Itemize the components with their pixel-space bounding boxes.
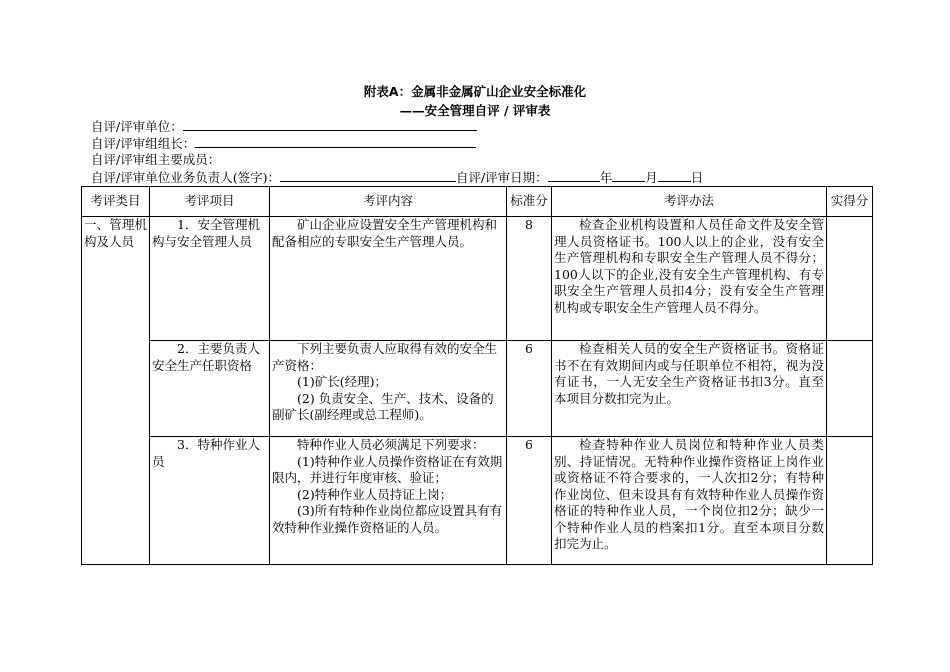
header-item: 考评项目 [150,187,270,217]
content-line: (1)矿长(经理)； [297,374,387,389]
actual-score-cell[interactable] [827,341,873,437]
field-responsible-label: 自评/评审单位业务负责人(签字)： [91,170,280,185]
content-line: (3)所有特种作业岗位都应设置具有有效特种作业操作资格证的人员。 [272,503,503,535]
header-category: 考评类目 [82,187,150,217]
field-year-label: 年 [599,170,613,185]
actual-score-cell[interactable] [827,437,873,565]
actual-score-cell[interactable] [827,217,873,341]
content-cell [270,437,507,565]
content-line: 矿山企业应设置安全生产管理机构和配备相应的专职安全生产管理人员。 [272,217,498,249]
field-day-blank[interactable] [658,169,691,182]
method-cell: 检查企业机构设置和人员任命文件及安全管理人员资格证书。100人以上的企业，没有安全生产管理机构和专职安全生产管理人员不得分；100人以下的企业,没有安全生产管理机构、有专职安全生产管理人员扣4分；没有安全生产管理机构或专职安全生产管理人员不得分。 [552,217,827,341]
field-leader [91,135,476,152]
field-unit [91,118,477,135]
field-leader-blank[interactable] [195,135,476,148]
field-date-label: 自评/评审日期： [455,170,548,185]
evaluation-table [81,186,873,565]
score-cell: 8 [507,217,552,341]
content-cell [270,217,507,341]
field-members [91,152,220,168]
header-content: 考评内容 [270,187,507,217]
table-row [82,341,873,437]
field-year-blank[interactable] [548,169,600,182]
content-line: 下列主要负责人应取得有效的安全生产资格： [272,341,498,373]
header-method: 考评办法 [552,187,827,217]
field-unit-blank[interactable] [183,118,477,131]
field-month-label: 月 [645,170,658,185]
header-actual-score: 实得分 [827,187,873,217]
field-day-label: 日 [690,170,704,185]
content-line: 特种作业人员必须满足下列要求： [297,437,485,452]
content-line: (2)特种作业人员持证上岗； [297,486,453,502]
field-unit-label: 自评/评审单位： [91,119,183,134]
score-cell: 6 [507,341,552,437]
item-cell: 2．主要负责人安全生产任职资格 [150,341,270,437]
method-cell: 检查相关人员的安全生产资格证书。资格证书不在有效期间内或与任职单位不相符，视为没有证书，一人无安全生产资格证书扣3分。直至本项目分数扣完为止。 [552,341,827,437]
content-line: (1)特种作业人员操作资格证在有效期限内，并进行年度审核、验证； [272,453,503,485]
content-line: (2) 负责安全、生产、技术、设备的副矿长(副经理或总工程师)。 [272,390,494,422]
item-cell: 3．特种作业人员 [150,437,270,565]
score-cell: 6 [507,437,552,565]
field-leader-label: 自评/评审组组长： [91,136,196,151]
field-month-blank[interactable] [612,169,645,182]
table-row [82,217,873,341]
field-responsible-blank[interactable] [280,169,456,182]
field-members-label: 自评/评审组主要成员： [91,152,221,167]
header-standard-score: 标准分 [507,187,552,217]
table-header-row [82,187,873,217]
field-responsible [91,169,703,186]
item-cell: 1．安全管理机构与安全管理人员 [150,217,270,341]
category-cell: 一、管理机构及人员 [82,217,150,565]
table-row [82,437,873,565]
document-subtitle: ——安全管理自评 / 评审表 [399,103,551,118]
method-cell: 检查特种作业人员岗位和特种作业人员类别、持证情况。无特种作业操作资格证上岗作业或资格证不符合要求的，一人次扣2分；有特种作业岗位、但未设具有有效特种作业人员操作资格证的特种作业人员，一个岗位扣2分；缺少一个特种作业人员的档案扣1分。直至本项目分数扣完为止。 [552,437,827,565]
document-title: 附表A：金属非金属矿山企业安全标准化 [363,84,587,99]
content-cell [270,341,507,437]
